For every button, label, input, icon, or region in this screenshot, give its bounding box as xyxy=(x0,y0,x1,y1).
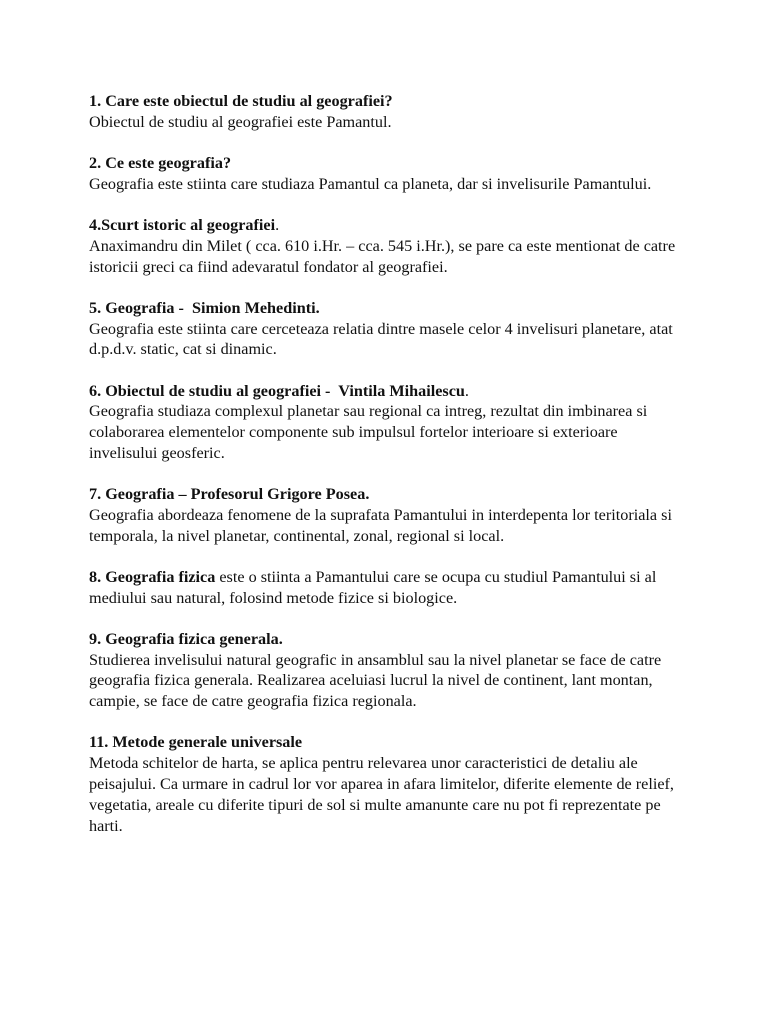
section-text: Studierea invelisului natural geografic in ansamblul sau la nivel planetar se face de catre geografia fizica generala. Realizarea aceluiasi lucrul la nivel de continent, lant montan, campie, se face de catre geografia fizica regionala. xyxy=(89,650,662,711)
heading-punctuation: . xyxy=(464,381,469,400)
section-6 xyxy=(89,381,689,464)
section-2 xyxy=(89,153,689,195)
section-heading: 11. Metode generale universale xyxy=(89,733,303,752)
section-9 xyxy=(89,629,689,712)
section-paragraph xyxy=(89,567,689,609)
section-heading-line xyxy=(89,381,689,402)
section-heading: 7. Geografia – Profesorul Grigore Posea. xyxy=(89,485,370,504)
section-heading: 8. Geografia fizica xyxy=(89,567,216,586)
section-heading: 2. Ce este geografia? xyxy=(89,153,232,172)
section-text: Geografia este stiinta care cerceteaza relatia dintre masele celor 4 invelisuri planetare, atat d.p.d.v. static, cat si dinamic. xyxy=(89,319,673,359)
section-7 xyxy=(89,484,689,546)
section-heading-line xyxy=(89,215,689,236)
section-text: Obiectul de studiu al geografiei este Pamantul. xyxy=(89,112,392,131)
section-heading: 1. Care este obiectul de studiu al geografiei? xyxy=(89,92,393,110)
section-text: Geografia este stiinta care studiaza Pamantul ca planeta, dar si invelisurile Pamantului. xyxy=(89,174,652,193)
section-text: Geografia studiaza complexul planetar sau regional ca intreg, rezultat din imbinarea si colaborarea elementelor componente sub impulsul fortelor interioare si exterioare invelisului geosferic. xyxy=(89,402,648,462)
section-heading: 5. Geografia - Simion Mehedinti. xyxy=(89,298,320,317)
section-5 xyxy=(89,298,689,360)
section-inline-text: este o stiinta a Pamantului care se ocupa cu studiul Pamantului si al mediului sau natural, folosind metode fizice si biologice. xyxy=(89,567,657,607)
document-page xyxy=(89,91,689,857)
heading-punctuation: . xyxy=(275,215,280,234)
section-text: Metoda schitelor de harta, se aplica pentru relevarea unor caracteristici de detaliu ale peisajului. Ca urmare in cadrul lor vor aparea in afara limitelor, diferite elemente de relief, vegetatia, areale cu diferite tipuri de sol si multe amanunte care nu pot fi reprezentate pe harti. xyxy=(89,754,674,835)
section-8 xyxy=(89,567,689,609)
section-heading: 6. Obiectul de studiu al geografiei - Vintila Mihailescu xyxy=(89,381,465,400)
section-text: Geografia abordeaza fenomene de la suprafata Pamantului in interdepenta lor teritoriala si temporala, la nivel planetar, continental, zonal, regional si local. xyxy=(89,505,672,545)
section-11 xyxy=(89,732,689,836)
section-text: Anaximandru din Milet ( cca. 610 i.Hr. – cca. 545 i.Hr.), se pare ca este mentionat de catre istoricii greci ca fiind adevaratul fondator al geografiei. xyxy=(89,236,676,276)
section-4 xyxy=(89,215,689,277)
section-heading: 4.Scurt istoric al geografiei xyxy=(89,215,276,234)
section-1 xyxy=(89,91,689,133)
section-heading: 9. Geografia fizica generala. xyxy=(89,629,283,648)
